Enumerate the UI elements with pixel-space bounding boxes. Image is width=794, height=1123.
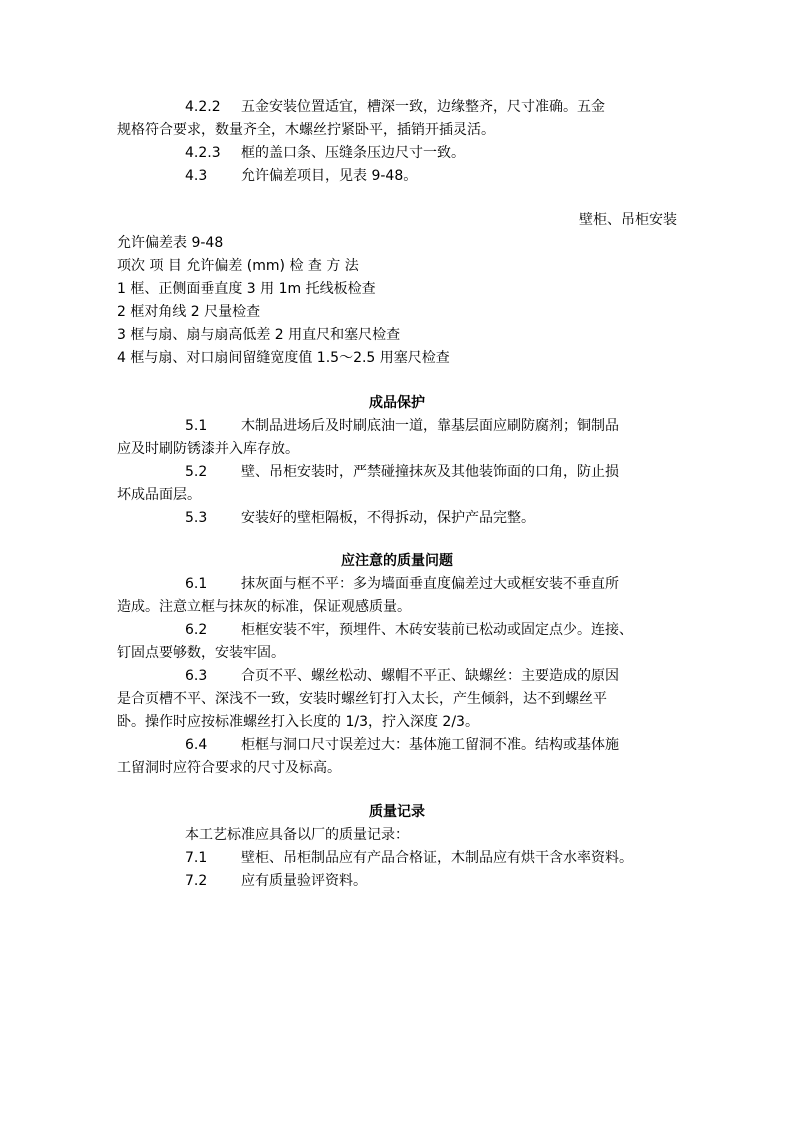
item-7-2: 7.2 应有质量验评资料。 [117,870,677,893]
item-5-2-line1: 5.2 壁、吊柜安装时，严禁碰撞抹灰及其他装饰面的口角，防止损 [117,461,677,484]
item-number: 4.3 [185,168,208,184]
item-6-3-line1: 6.3 合页不平、螺丝松动、螺帽不平正、缺螺丝：主要造成的原因 [117,665,677,688]
item-6-3-line3: 卧。操作时应按标准螺丝打入长度的 1/3，拧入深度 2/3。 [117,714,479,730]
deviation-table [117,209,677,370]
item-number: 7.2 [185,873,208,889]
section-6 [117,550,677,780]
item-6-2-line1: 6.2 柜框安装不牢，预埋件、木砖安装前已松动或固定点少。连接、 [117,619,677,642]
item-number: 6.3 [185,668,208,684]
table-title-left: 允许偏差表 9-48 [117,235,224,251]
item-5-1-line2: 应及时刷防锈漆并入库存放。 [117,441,299,457]
section-heading: 应注意的质量问题 [341,553,453,569]
section-5 [117,392,677,530]
item-number: 6.2 [185,622,208,638]
section-heading: 成品保护 [369,395,425,411]
item-6-1-line2: 造成。注意立框与抹灰的标准，保证观感质量。 [117,599,411,615]
section-4 [117,96,677,188]
section-intro: 本工艺标准应具备以厂的质量记录： [185,827,409,843]
item-4-3: 4.3 允许偏差项目，见表 9-48。 [117,165,677,188]
item-6-4-line2: 工留洞时应符合要求的尺寸及标高。 [117,760,341,776]
item-number: 5.1 [185,418,208,434]
item-number: 5.3 [185,510,208,526]
item-7-1: 7.1 壁柜、吊柜制品应有产品合格证，木制品应有烘干含水率资料。 [117,847,677,870]
item-6-4-line1: 6.4 柜框与洞口尺寸误差过大：基体施工留洞不准。结构或基体施 [117,734,677,757]
table-row: 1 框、正侧面垂直度 3 用 1m 托线板检查 [117,281,376,297]
item-4-2-2-line1: 4.2.2 五金安装位置适宜，槽深一致，边缘整齐，尺寸准确。五金 [117,96,677,119]
table-row: 3 框与扇、扇与扇高低差 2 用直尺和塞尺检查 [117,327,401,343]
item-6-2-line2: 钉固点要够数，安装牢固。 [117,645,285,661]
table-row: 4 框与扇、对口扇间留缝宽度值 1.5～2.5 用塞尺检查 [117,350,450,366]
item-6-1-line1: 6.1 抹灰面与框不平：多为墙面垂直度偏差过大或框安装不垂直所 [117,573,677,596]
table-title-right: 壁柜、吊柜安装 [579,212,677,228]
item-number: 6.1 [185,576,208,592]
item-number: 7.1 [185,850,208,866]
item-5-3: 5.3 安装好的壁柜隔板，不得拆动，保护产品完整。 [117,507,677,530]
table-header: 项次 项 目 允许偏差 (mm) 检 查 方 法 [117,258,359,274]
item-6-3-line2: 是合页槽不平、深浅不一致，安装时螺丝钉打入太长，产生倾斜，达不到螺丝平 [117,691,607,707]
section-7 [117,801,677,893]
item-number: 6.4 [185,737,208,753]
item-number: 4.2.2 [185,99,221,115]
item-5-1-line1: 5.1 木制品进场后及时刷底油一道，靠基层面应刷防腐剂；铜制品 [117,415,677,438]
item-number: 4.2.3 [185,145,221,161]
item-5-2-line2: 坏成品面层。 [117,487,201,503]
section-heading: 质量记录 [369,804,425,820]
item-4-2-3: 4.2.3 框的盖口条、压缝条压边尺寸一致。 [117,142,677,165]
item-number: 5.2 [185,464,208,480]
table-row: 2 框对角线 2 尺量检查 [117,304,261,320]
item-4-2-2-line2: 规格符合要求，数量齐全，木螺丝拧紧卧平，插销开插灵活。 [117,122,495,138]
